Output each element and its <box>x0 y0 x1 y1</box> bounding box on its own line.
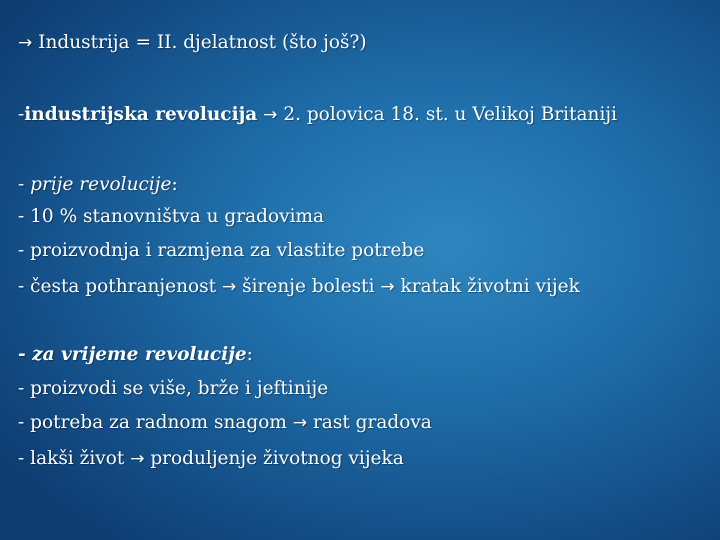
arrow-right-icon: → <box>263 105 278 125</box>
prije-revolucije-heading: - prije revolucije <box>18 174 172 195</box>
item-text-b: produljenje životnog vijeka <box>150 448 404 469</box>
item-text-a: potreba za radnom snagom <box>30 412 287 433</box>
item-dash: - <box>18 206 25 227</box>
za-vrijeme-revolucije-heading: - za vrijeme revolucije <box>18 344 247 365</box>
arrow-right-icon: → <box>292 413 308 433</box>
item-text: proizvodi se više, brže i jeftinije <box>30 378 329 399</box>
list-item <box>18 204 324 230</box>
item-text: proizvodnja i razmjena za vlastite potrebe <box>30 240 425 261</box>
item-dash: - <box>18 378 25 399</box>
item-text-a: česta pothranjenost <box>30 276 217 297</box>
list-item <box>18 410 432 436</box>
item-text: 10 % stanovništva u gradovima <box>30 206 325 227</box>
heading-colon: : <box>246 344 253 365</box>
item-dash: - <box>18 412 25 433</box>
section-heading-prije <box>18 172 178 198</box>
item-text-a: lakši život <box>30 448 125 469</box>
item-text-b: rast gradova <box>312 412 432 433</box>
industrijska-revolucija-term: industrijska revolucija <box>24 104 258 125</box>
item-dash: - <box>18 276 25 297</box>
section-heading-za-vrijeme <box>18 342 253 368</box>
list-item <box>18 446 404 472</box>
heading-colon: : <box>171 174 178 195</box>
line-prefix-dash: - <box>18 104 25 125</box>
item-text-b: širenje bolesti <box>242 276 375 297</box>
item-text-c: kratak životni vijek <box>400 276 580 297</box>
industrija-text: Industrija = II. djelatnost (što još?) <box>38 32 367 53</box>
list-item <box>18 376 328 402</box>
list-item <box>18 238 424 264</box>
list-item <box>18 274 580 300</box>
line-industrija <box>18 30 367 56</box>
line-industrijska-revolucija <box>18 102 617 128</box>
arrow-right-icon: → <box>221 277 237 297</box>
arrow-right-icon: → <box>130 449 145 469</box>
item-dash: - <box>18 240 25 261</box>
revolucija-period-text: 2. polovica 18. st. u Velikoj Britaniji <box>283 104 618 125</box>
item-dash: - <box>18 448 25 469</box>
arrow-right-icon: → <box>18 33 33 53</box>
arrow-right-icon: → <box>380 277 395 297</box>
